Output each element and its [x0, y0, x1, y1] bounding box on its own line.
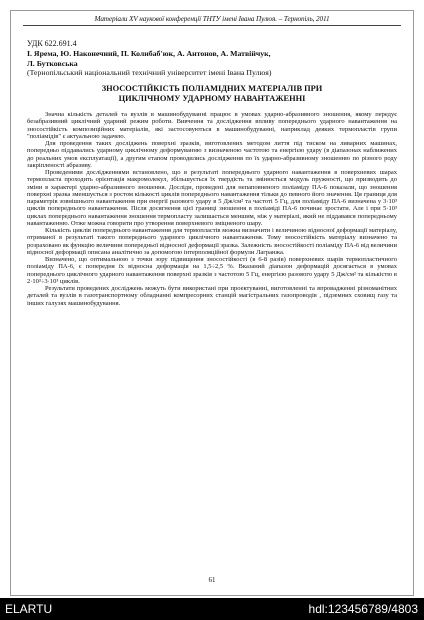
handle-identifier[interactable]: hdl:123456789/4803	[308, 602, 418, 616]
article-title	[27, 84, 397, 104]
article-body	[27, 39, 397, 307]
paragraph-3: Проведеними дослідженнями встановлено, що в результаті попереднього ударного навантаження в поверхневих шарах термопласта проходить орієнтація макромолекул, збільшується їх твердість та змінюється модуль пружності, що призводить до зміни в характері ударно-абразивного зношення. Досліди, проведені для непаповненого поліаміду ПА-6 показали, що зношення поверхні зразка зменшується з ростом кількості циклів попереднього навантаження тільки до певного його значення. Ця границя для параметрів зовнішнього навантаження при енергії разового удару в 5 Дж/см² та частоті 5 Гц, для поліаміду ПА-6 визначена у 3·10³ циклів попереднього навантаження. Після досягнення цієї границі зношення в поліаміді ПА-6 починає зростати. Але і при 5·10³ циклах попереднього навантаження зношення термопласту залишається меншим, ніж у матеріалі, який не піддавався попередньому навантаженню. Отже можна говорити про утворення поверхневого зміцненого шару.	[27, 169, 397, 227]
paragraph-4: Кількість циклів попереднього навантаження для термопластів можна визначити і величиною відносної деформації матеріалу, отриманої в результаті такого попереднього ударного циклічного навантаження. Тому зносостійкість матеріалу визначено та розраховано як функцію величини попередньої відносної деформації зразка. Залежність зносостійкості поліаміду ПА-6 від величини відносної деформації описана аналітично за допомогою інтерполяційної формули Лагранжа.	[27, 227, 397, 256]
paragraph-5: Визначено, що оптимальною з точки зору підвищення зносостійкості (в 6-8 разів) поверхневих шарів термопластичного поліаміду ПА-6, є попередня їх відносна деформація на 1,5÷2,5 %. Вказаний діапазон деформацій досягається в умовах попереднього циклічного ударного навантаження поверхні зразків з частотою 5 Гц, енергією разового удару 5 Дж/см² та кількістю в 2·10³÷3·10³ циклів.	[27, 256, 397, 285]
affiliation: (Тернопільський національний технічний університет імені Івана Пулюя)	[27, 68, 272, 77]
authors-line-1: І. Ярема, Ю. Наконечний, П. Колибаб'юк, А. Антонов, А. Матвійчук,	[27, 49, 271, 58]
paragraph-2: Для проведення таких досліджень поверхні зразків, виготовлених методом лиття під тиском на ливарних машинах, попередньо піддавались ударному циклічному деформуванню з визначеною частотою та енергією удару (в діапазонах наближених до реальних умов експлуатації), а другим етапом проводились дослідження по їх ударно-абразивному зношенню по різного роду закріпленості абразиву.	[27, 140, 397, 169]
page-number: 61	[208, 576, 216, 584]
udk-code: УДК 622.691.4	[27, 39, 77, 48]
header-rule	[23, 25, 401, 26]
viewer-footer-bar	[0, 598, 424, 620]
title-line-1: ЗНОСОСТІЙКІСТЬ ПОЛІАМІДНИХ МАТЕРІАЛІВ ПРИ	[101, 84, 323, 93]
title-line-2: ЦИКЛІЧНОМУ УДАРНОМУ НАВАНТАЖЕННІ	[118, 94, 306, 103]
repository-name: ELARTU	[5, 602, 53, 616]
paragraph-1: Значна кількість деталей та вузлів в машинобудуванні працює в умовах ударно-абразивного зношення, якому передує безабразивний циклічний ударний режим роботи. Вивчення та дослідження впливу попереднього ударного навантаження на зносостійкість композиційних матеріалів, які застосовуються в машинобудуванні, наприклад деяких термопластів групи "поліамідів" є актуальною задачею.	[27, 111, 397, 140]
running-header: Матеріали XV наукової конференції ТНТУ імені Івана Пулюя. – Тернопіль, 2011	[94, 15, 330, 23]
document-page	[10, 10, 414, 596]
paragraph-6: Результати проведених досліджень можуть бути використані при проектуванні, виготовленні та впровадженні різноманітних деталей та вузлів в газотранспортному обладнанні компресорних станцій магістральних газопроводів , підземних сховищ газу та інших галузях машинобудування.	[27, 285, 397, 307]
authors-line-2: Л. Бутковська	[27, 58, 78, 68]
